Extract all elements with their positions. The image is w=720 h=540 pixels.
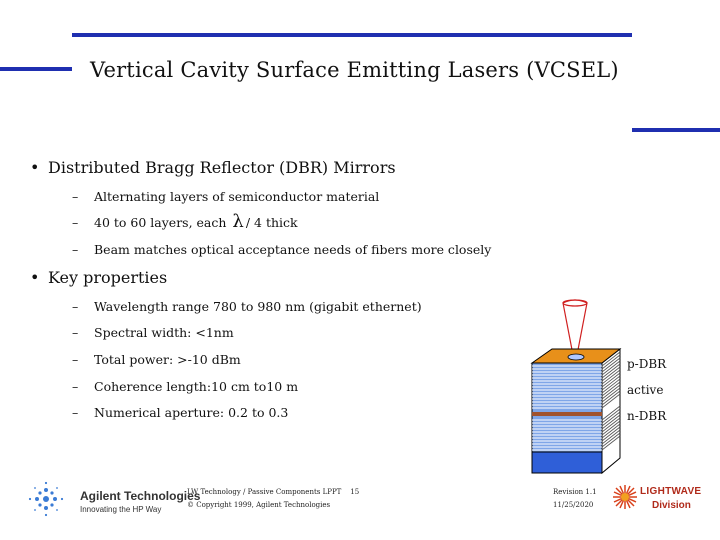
sub-bullet: – Spectral width: <1nm (72, 325, 234, 340)
lightwave-logo-line1: LIGHTWAVE (640, 486, 702, 497)
agilent-logo-name: Agilent Technologies (80, 489, 201, 503)
lightwave-burst-logo (612, 484, 638, 510)
bullet-marker: • (30, 158, 40, 177)
lightwave-logo-line2: Division (652, 500, 691, 511)
sub-bullet: – Numerical aperture: 0.2 to 0.3 (72, 405, 289, 420)
left-accent-bar (0, 67, 72, 71)
lambda-symbol: λ (232, 211, 244, 232)
vcsel-diagram (520, 295, 630, 480)
sub-bullet: – Coherence length:10 cm to10 m (72, 379, 299, 394)
active-region (532, 412, 602, 416)
top-accent-bar (72, 33, 632, 37)
footer-copyright: © Copyright 1999, Agilent Technologies (187, 501, 331, 509)
sub-bullet: – Total power: >-10 dBm (72, 352, 241, 367)
agilent-spark-logo (26, 479, 66, 519)
right-accent-bar (632, 128, 720, 132)
footer-page-number: 15 (350, 488, 360, 496)
footer-revision: Revision 1.1 (553, 488, 597, 496)
label-p-dbr: p-DBR (627, 357, 667, 371)
bullet-marker: • (30, 268, 40, 287)
device-substrate (532, 452, 602, 473)
beam-cone (563, 300, 587, 355)
bullet-text: Distributed Bragg Reflector (DBR) Mirrors (48, 158, 396, 177)
footer-date: 11/25/2020 (553, 501, 594, 509)
bullet-key-properties (30, 268, 167, 287)
beam-top (563, 300, 587, 306)
bullet-text: Key properties (48, 268, 168, 287)
label-active: active (627, 383, 664, 397)
agilent-logo-tagline: Innovating the HP Way (80, 505, 162, 514)
sub-bullet: – Wavelength range 780 to 980 nm (gigabit ethernet) (72, 299, 422, 314)
label-n-dbr: n-DBR (627, 409, 667, 423)
bullet-dbr-mirrors (30, 158, 396, 177)
sub-bullet: – Beam matches optical acceptance needs of fibers more closely (72, 242, 492, 257)
footer-course: LW Technology / Passive Components LPPT 15 (187, 488, 360, 496)
sub-bullet: – Alternating layers of semiconductor material (72, 189, 380, 204)
slide-title: Vertical Cavity Surface Emitting Lasers (VCSEL) (90, 58, 619, 82)
sub-bullet: – 40 to 60 layers, each λ / 4 thick (72, 211, 298, 232)
emitter-aperture (568, 354, 584, 360)
